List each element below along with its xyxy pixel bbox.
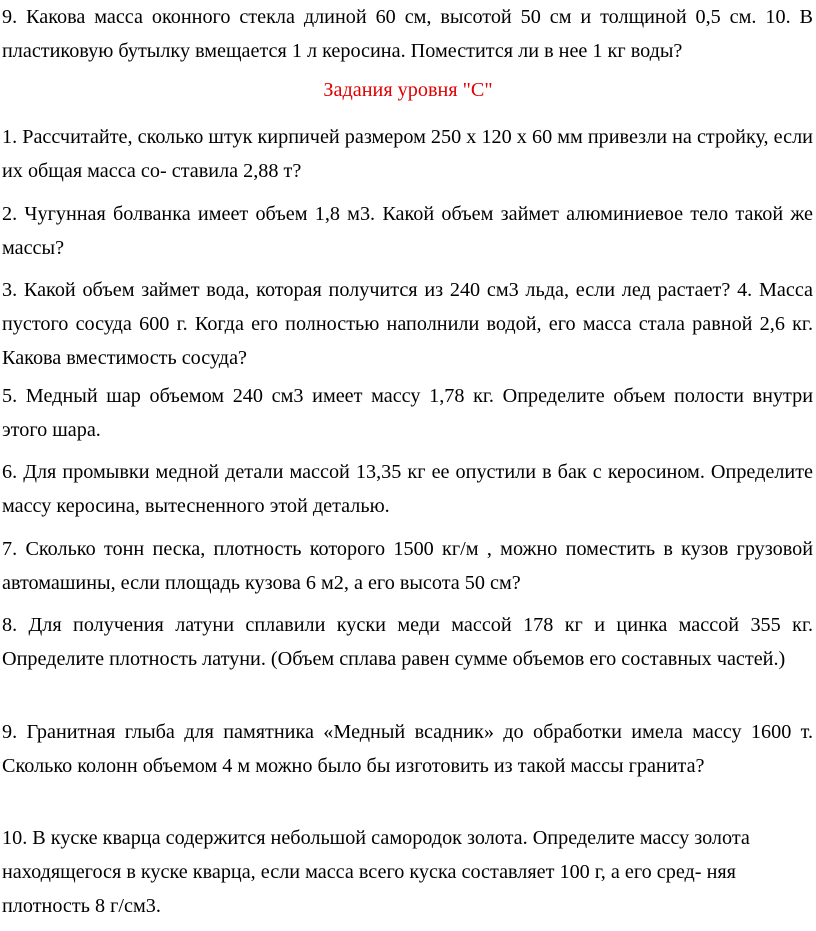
task-paragraph-8: 8. Для получения латуни сплавили куски меди массой 178 кг и цинка массой 355 кг. Определите плотность латуни. (Объем сплава равен сумме объемов его составных частей.) bbox=[2, 614, 813, 670]
task-paragraph-3-4: 3. Какой объем займет вода, которая получится из 240 см3 льда, если лед растает? 4. Масса пустого сосуда 600 г. Когда его полностью наполнили водой, его масса стала равной 2,6 кг. Какова вместимость сосуда? bbox=[2, 279, 813, 369]
intro-paragraph: 9. Какова масса оконного стекла длиной 60 см, высотой 50 см и толщиной 0,5 см. 10. В пластиковую бутылку вмещается 1 л керосина. Поместится ли в нее 1 кг воды? bbox=[2, 6, 813, 62]
task-paragraph-1: 1. Рассчитайте, сколько штук кирпичей размером 250 х 120 х 60 мм привезли на стройку, если их общая масса со- ставила 2,88 т? bbox=[2, 126, 813, 182]
task-paragraph-5: 5. Медный шар объемом 240 см3 имеет массу 1,78 кг. Определите объем полости внутри этого шара. bbox=[2, 385, 813, 441]
section-heading: Задания уровня "С" bbox=[323, 79, 493, 101]
task-paragraph-6: 6. Для промывки медной детали массой 13,35 кг ее опустили в бак с керосином. Определите массу керосина, вытесненного этой деталью. bbox=[2, 461, 813, 517]
task-paragraph-9: 9. Гранитная глыба для памятника «Медный всадник» до обработки имела массу 1600 т. Сколько колонн объемом 4 м можно было бы изготовить из такой массы гранита? bbox=[2, 721, 813, 777]
task-paragraph-2: 2. Чугунная болванка имеет объем 1,8 м3. Какой объем займет алюминиевое тело такой же массы? bbox=[2, 203, 813, 259]
task-paragraph-7: 7. Сколько тонн песка, плотность которого 1500 кг/м , можно поместить в кузов грузовой автомашины, если площадь кузова 6 м2, а его высота 50 см? bbox=[2, 538, 813, 594]
task-paragraph-10: 10. В куске кварца содержится небольшой самородок золота. Определите массу золота находящегося в куске кварца, если масса всего куска составляет 100 г, а его сред- няя плотность 8 г/см3. bbox=[2, 827, 750, 917]
